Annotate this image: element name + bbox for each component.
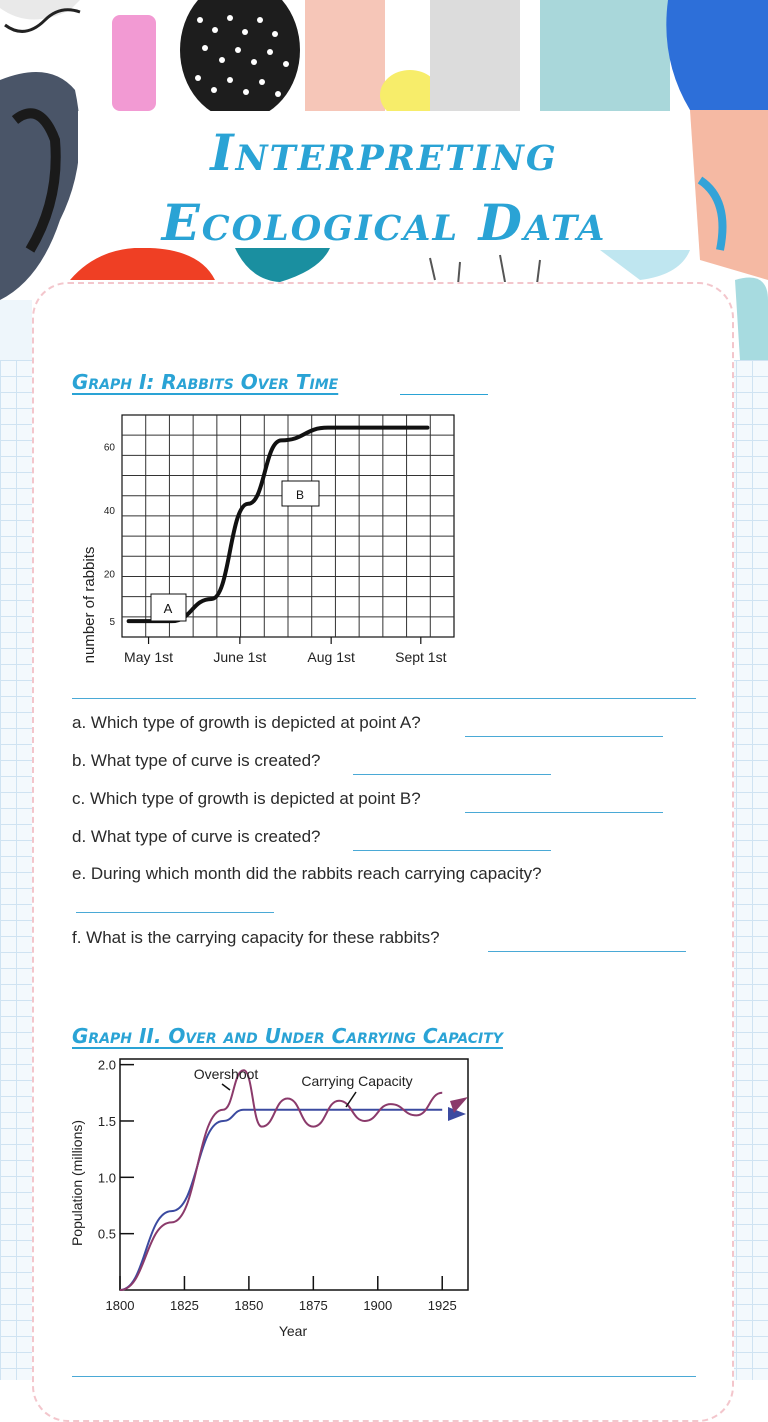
question-c: c. Which type of growth is depicted at point B? [72,789,421,808]
question-b: b. What type of curve is created? [72,751,321,770]
answer-d-field[interactable] [353,850,551,851]
chart1-xtick-label: Sept 1st [395,649,447,665]
answer-a-field[interactable] [465,736,663,737]
chart2-xtick-label: 1925 [427,1298,457,1313]
chart1-ytick-label: 20 [103,569,115,581]
chart1-ytick-label: 5 [109,617,115,629]
page-title [78,118,690,258]
chart1-ylabel: number of rabbits [81,546,98,664]
answer-f-field[interactable] [488,951,686,952]
chart1-xtick-label: May 1st [124,649,174,665]
question-a: a. Which type of growth is depicted at point A? [72,713,421,732]
annotation-overshoot: Overshoot [193,1066,259,1082]
label-a: A [163,601,173,616]
chart1-ytick-label: 40 [103,506,115,518]
heading-underline [400,394,488,395]
chart1-ytick-label: 60 [103,442,115,454]
question-f: f. What is the carrying capacity for these rabbits? [72,928,440,947]
rabbits-chart [70,405,480,680]
chart2-ylabel: Population (millions) [69,1119,85,1247]
title-line-1: Interpreting [210,123,558,182]
question-d: d. What type of curve is created? [72,827,321,846]
chart2-xtick-label: 1875 [298,1298,328,1313]
annotation-carrying-capacity: Carrying Capacity [301,1073,413,1089]
answer-b-field[interactable] [353,774,551,775]
chart1-xtick-label: June 1st [213,649,267,665]
chart2-xtick-label: 1900 [363,1298,393,1313]
chart2-ytick-label: 1.0 [97,1170,116,1186]
chart2-xtick-label: 1850 [234,1298,264,1313]
question-e: e. During which month did the rabbits reach carrying capacity? [72,864,542,883]
bottom-divider [72,1376,696,1377]
graph2-heading: Graph II. Over and Under Carrying Capacity [72,1024,503,1048]
answer-e-field[interactable] [76,912,274,913]
answer-c-field[interactable] [465,812,663,813]
label-b: B [295,488,305,502]
chart2-ytick-label: 0.5 [97,1226,116,1242]
chart2-frame [120,1059,468,1290]
graph1-heading: Graph I: Rabbits Over Time [72,370,339,394]
chart2-xlabel: Year [278,1323,308,1339]
section-divider [72,698,696,699]
chart2-xtick-label: 1800 [105,1298,135,1313]
chart2-ytick-label: 1.5 [97,1113,116,1129]
chart2-ytick-label: 2.0 [97,1057,116,1073]
chart1-xtick-label: Aug 1st [307,649,355,665]
chart2-xtick-label: 1825 [169,1298,199,1313]
title-line-2: Ecological Data [161,193,607,252]
carrying-capacity-chart [62,1055,482,1345]
